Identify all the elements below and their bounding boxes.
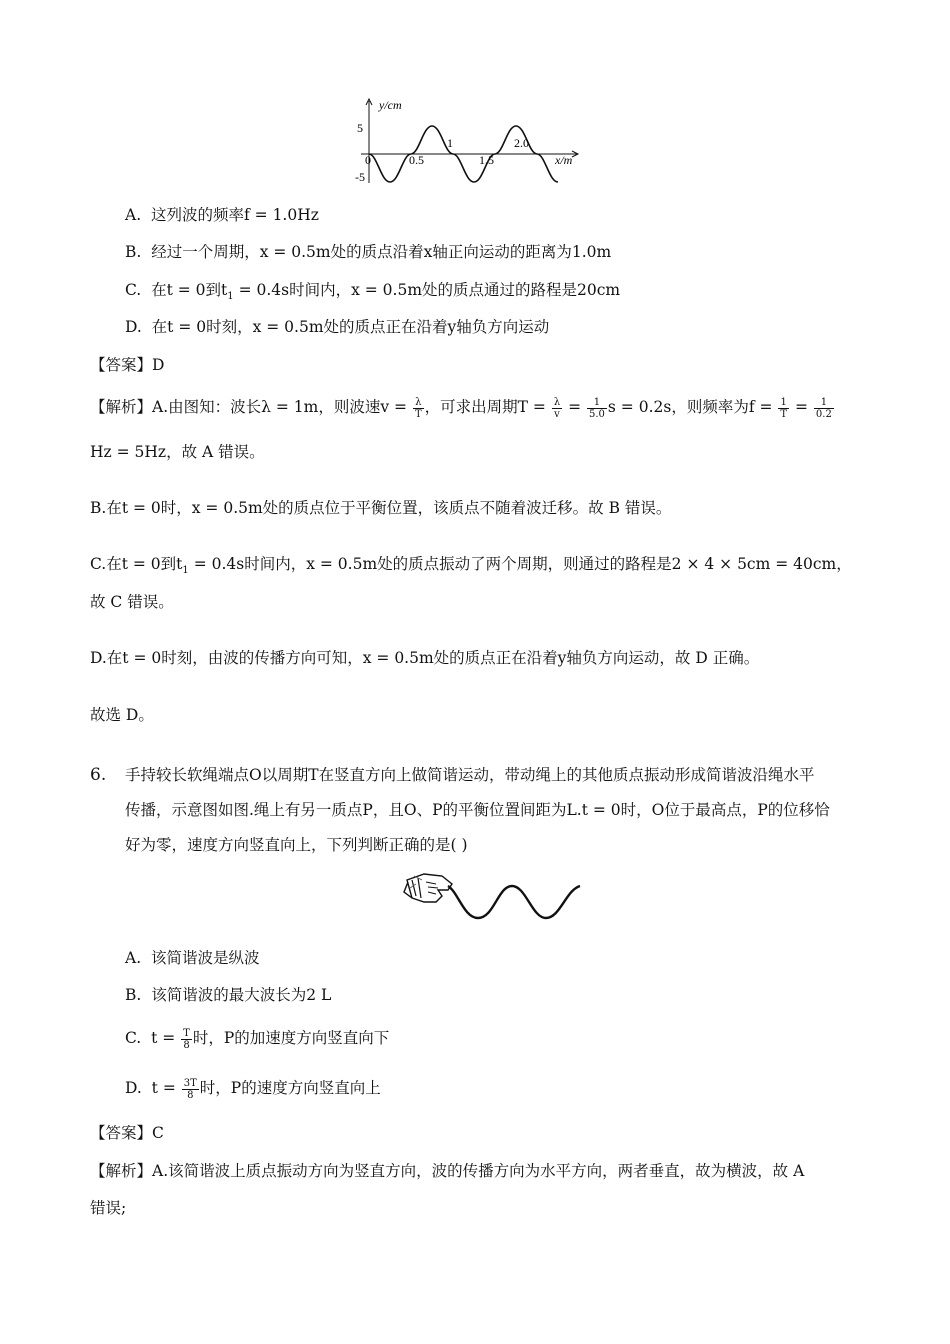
- exp-text: =: [563, 398, 587, 416]
- option-text: 该简谐波的最大波长为2 L: [151, 986, 332, 1004]
- x-tick-1-5: 1.5: [479, 153, 494, 167]
- wave-graph: [355, 95, 590, 190]
- option-letter: A.: [125, 206, 142, 224]
- origin-label: 0: [365, 153, 371, 167]
- option-text: 该简谐波是纵波: [150, 949, 260, 967]
- q6-number: 6.: [90, 765, 107, 785]
- q5-option-a: [125, 204, 319, 226]
- option-text: = 0.4s时间内，x = 0.5m处的质点通过的路程是20cm: [233, 281, 621, 299]
- fraction: $\frac{T}{8}$: [183, 1027, 190, 1051]
- option-text: 时，P的速度方向竖直向上: [199, 1079, 381, 1097]
- q6-option-b: [125, 984, 331, 1006]
- fraction: $\frac{1}{5.0}$: [589, 396, 605, 420]
- hand-icon: [404, 874, 452, 902]
- rope-wave: [448, 886, 580, 918]
- x-tick-2-0: 2.0: [514, 136, 529, 150]
- q5-option-c: [125, 279, 620, 308]
- q5-explanation-a-line2: Hz = 5Hz，故 A 错误。: [90, 443, 265, 461]
- option-text: t =: [151, 1079, 181, 1097]
- subscript: 1: [182, 565, 189, 577]
- option-letter: B.: [125, 243, 142, 261]
- q6-option-d: [125, 1077, 381, 1101]
- exp-text: = 0.4s时间内，x = 0.5m处的质点振动了两个周期，则通过的路程是2 × 4 × 5cm = 40cm，: [188, 555, 852, 573]
- hand-rope-figure: [402, 868, 587, 928]
- q5-explanation-d: D.在t = 0时刻，由波的传播方向可知，x = 0.5m处的质点正在沿着y轴负方向运动，故 D 正确。: [90, 649, 760, 667]
- subscript: 1: [227, 291, 234, 303]
- q6-explanation-a-line2: 错误;: [90, 1199, 127, 1217]
- fraction: $\frac{\lambda}{T}$: [414, 396, 422, 420]
- x-tick-1: 1: [447, 136, 453, 150]
- option-letter: C.: [125, 281, 142, 299]
- fraction: $\frac{1}{T}$: [780, 396, 788, 420]
- q6-explanation-a: [90, 1160, 804, 1182]
- option-text: 在t = 0到t: [151, 281, 228, 299]
- y-axis-label: y/cm: [379, 98, 402, 112]
- fraction: $\frac{\lambda}{v}$: [553, 396, 561, 420]
- x-tick-0-5: 0.5: [409, 153, 424, 167]
- q6-stem-line3: 好为零，速度方向竖直向上，下列判断正确的是( ): [125, 836, 468, 854]
- exp-text: A.由图知：波长λ = 1m，则波速v =: [152, 398, 412, 416]
- option-letter: B.: [125, 986, 142, 1004]
- fraction: $\frac{3T}{8}$: [183, 1077, 197, 1101]
- q6-stem-line1: 手持较长软绳端点O以周期T在竖直方向上做简谐运动，带动绳上的其他质点振动形成简谐波沿绳水平: [125, 766, 815, 784]
- y-tick-5: 5: [357, 121, 363, 135]
- exp-text: A.该简谐波上质点振动方向为竖直方向，波的传播方向为水平方向，两者垂直，故为横波，故 A: [152, 1162, 805, 1180]
- option-letter: A.: [125, 949, 142, 967]
- y-tick-neg5: -5: [355, 170, 365, 184]
- q6-stem-line2: 传播，示意图如图.绳上有另一质点P，且O、P的平衡位置间距为L.t = 0时，O位于最高点，P的位移恰: [125, 801, 830, 819]
- option-text: 在t = 0时刻，x = 0.5m处的质点正在沿着y轴负方向运动: [151, 318, 550, 336]
- option-letter: D.: [125, 1079, 142, 1097]
- exp-text: s = 0.2s，则频率为f =: [607, 398, 778, 416]
- q6-answer: 【答案】C: [90, 1124, 164, 1142]
- option-letter: D.: [125, 318, 142, 336]
- option-text: 时，P的加速度方向竖直向下: [192, 1029, 390, 1047]
- q5-conclusion: 故选 D。: [90, 706, 154, 724]
- q5-option-b: [125, 241, 611, 263]
- q5-explanation-a: [90, 396, 835, 420]
- q5-option-d: [125, 316, 549, 338]
- option-text: t =: [151, 1029, 181, 1047]
- explanation-label: 【解析】: [90, 398, 153, 416]
- explanation-label: 【解析】: [90, 1162, 153, 1180]
- x-axis-label: x/m: [555, 153, 573, 167]
- q5-explanation-c: [90, 553, 852, 582]
- q5-explanation-c-line2: 故 C 错误。: [90, 593, 174, 611]
- exp-text: ，可求出周期T =: [424, 398, 551, 416]
- exp-text: =: [790, 398, 813, 416]
- q5-explanation-b: B.在t = 0时，x = 0.5m处的质点位于平衡位置，该质点不随着波迁移。故 B 错误。: [90, 499, 672, 517]
- exp-text: C.在t = 0到t: [90, 555, 183, 573]
- option-letter: C.: [125, 1029, 142, 1047]
- option-text: 经过一个周期，x = 0.5m处的质点沿着x轴正向运动的距离为1.0m: [151, 243, 612, 261]
- option-text: 这列波的频率f = 1.0Hz: [150, 206, 319, 224]
- q6-option-a: [125, 947, 260, 969]
- q5-answer: 【答案】D: [90, 356, 165, 374]
- fraction: $\frac{1}{0.2}$: [815, 396, 832, 420]
- q6-option-c: [125, 1027, 389, 1051]
